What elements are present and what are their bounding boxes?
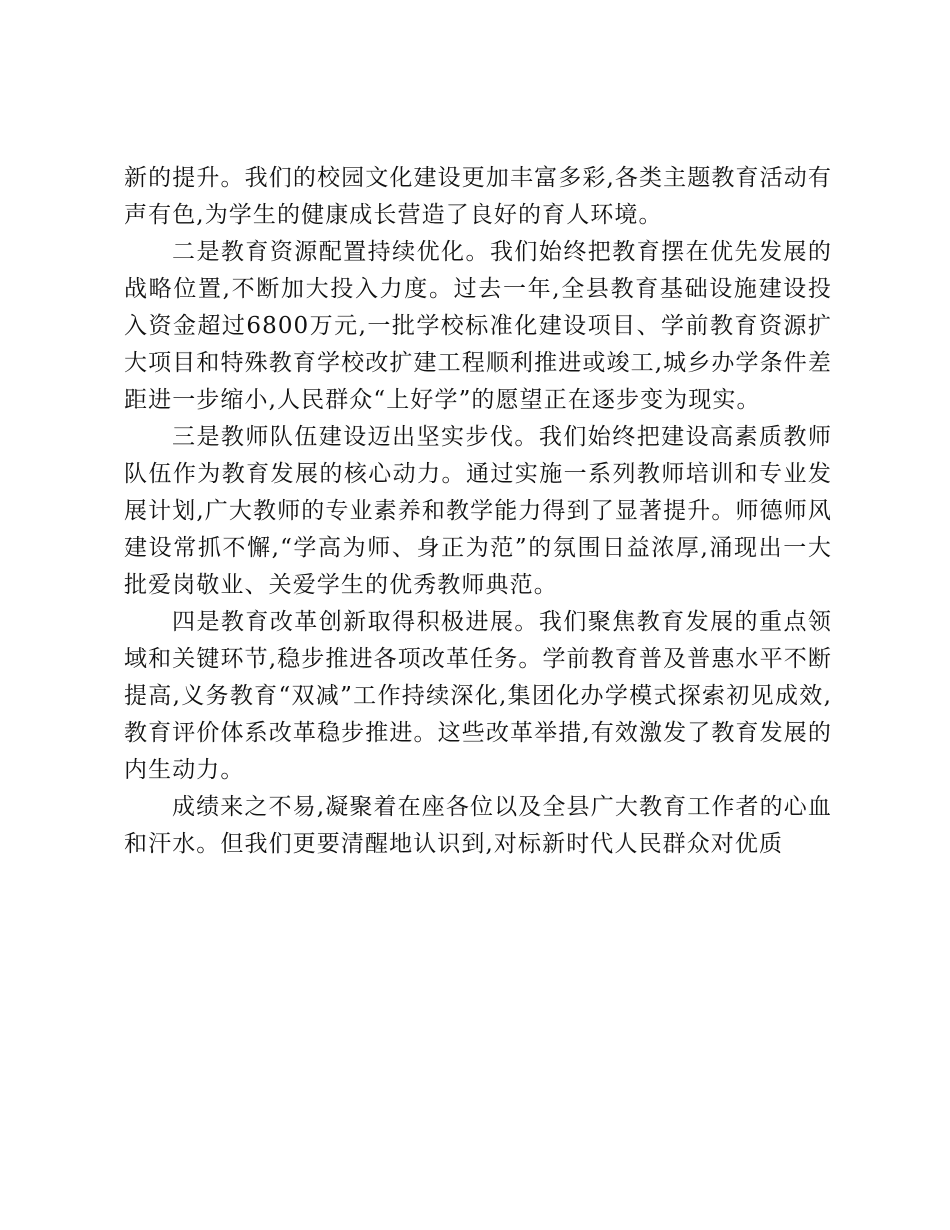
paragraph-education-reform: 四是教育改革创新取得积极进展。我们聚焦教育发展的重点领域和关键环节,稳步推进各项改革任务。学前教育普及普惠水平不断提高,义务教育“双减”工作持续深化,集团化办学模式探索初见成效,教育评价体系改革稳步推进。这些改革举措,有效激发了教育发展的内生动力。 [124,609,832,783]
paragraph-achievements: 成绩来之不易,凝聚着在座各位以及全县广大教育工作者的心血和汗水。但我们更要清醒地认识到,对标新时代人民群众对优质 [124,794,832,857]
paragraph-teacher-team: 三是教师队伍建设迈出坚实步伐。我们始终把建设高素质教师队伍作为教育发展的核心动力。通过实施一系列教师培训和专业发展计划,广大教师的专业素养和教学能力得到了显著提升。师德师风建设常抓不懈,“学高为师、身正为范”的氛围日益浓厚,涌现出一大批爱岗敬业、关爱学生的优秀教师典范。 [124,424,832,598]
document-body [124,160,832,863]
paragraph-continuation: 新的提升。我们的校园文化建设更加丰富多彩,各类主题教育活动有声有色,为学生的健康成长营造了良好的育人环境。 [124,165,832,228]
paragraph-resource-allocation: 二是教育资源配置持续优化。我们始终把教育摆在优先发展的战略位置,不断加大投入力度。过去一年,全县教育基础设施建设投入资金超过6800万元,一批学校标准化建设项目、学前教育资源扩大项目和特殊教育学校改扩建工程顺利推进或竣工,城乡办学条件差距进一步缩小,人民群众“上好学”的愿望正在逐步变为现实。 [124,239,832,413]
